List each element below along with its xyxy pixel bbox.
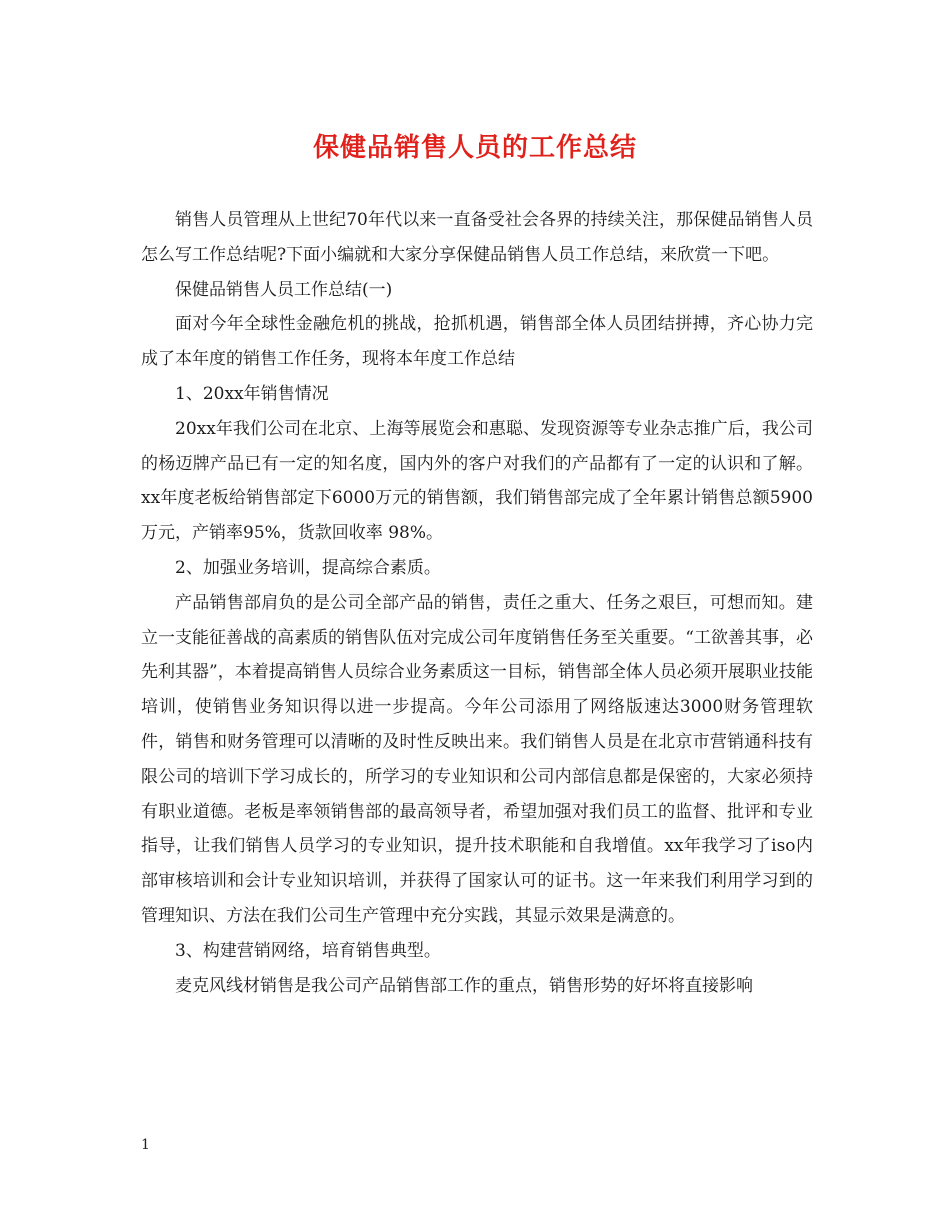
document-body	[141, 203, 813, 1003]
page-number: 1	[141, 1137, 150, 1153]
paragraph-network: 麦克风线材销售是我公司产品销售部工作的重点，销售形势的好坏将直接影响	[175, 975, 753, 996]
paragraph-sales-situation: 20xx年我们公司在北京、上海等展览会和惠聪、发现资源等专业杂志推广后，我公司的杨迈牌产品已有一定的知名度，国内外的客户对我们的产品都有了一定的认识和了解。xx年度老板给销售部定下6000万元的销售额，我们销售部完成了全年累计销售总额5900万元，产销率95%，货款回收率 98%。	[141, 418, 813, 544]
paragraph-overview: 面对今年全球性金融危机的挑战，抢抓机遇，销售部全体人员团结拼搏，齐心协力完成了本年度的销售工作任务，现将本年度工作总结	[141, 314, 813, 370]
paragraph-intro: 销售人员管理从上世纪70年代以来一直备受社会各界的持续关注，那保健品销售人员怎么写工作总结呢?下面小编就和大家分享保健品销售人员工作总结，来欣赏一下吧。	[141, 210, 813, 265]
section-heading-sales-situation: 1、20xx年销售情况	[175, 383, 329, 404]
paragraph-training: 产品销售部肩负的是公司全部产品的销售，责任之重大、任务之艰巨，可想而知。建立一支能征善战的高素质的销售队伍对完成公司年度销售任务至关重要。“工欲善其事，必先利其器”，本着提高销售人员综合业务素质这一目标，销售部全体人员必须开展职业技能培训，使销售业务知识得以进一步提高。今年公司添用了网络版速达3000财务管理软件，销售和财务管理可以清晰的及时性反映出来。我们销售人员是在北京市营销通科技有限公司的培训下学习成长的，所学习的专业知识和公司内部信息都是保密的，大家必须持有职业道德。老板是率领销售部的最高领导者，希望加强对我们员工的监督、批评和专业指导，让我们销售人员学习的专业知识，提升技术职能和自我增值。xx年我学习了iso内部审核培训和会计专业知识培训，并获得了国家认可的证书。这一年来我们利用学习到的管理知识、方法在我们公司生产管理中充分实践，其显示效果是满意的。	[141, 592, 813, 926]
section-heading-network: 3、构建营销网络，培育销售典型。	[175, 940, 441, 961]
section-heading-summary-one: 保健品销售人员工作总结(一)	[175, 279, 393, 300]
section-heading-training: 2、加强业务培训，提高综合素质。	[175, 557, 441, 578]
document-title: 保健品销售人员的工作总结	[312, 133, 637, 163]
